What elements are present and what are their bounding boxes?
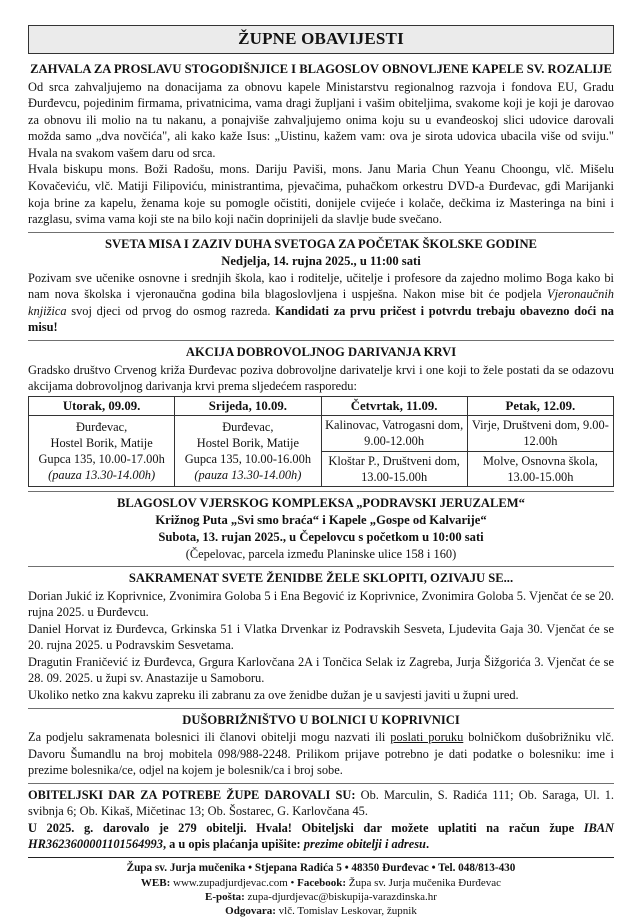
dar-donors-list: Ob. Marculin, S. Radića 111; Ob. Saraga, Ul. 1. svibnja 6; Ob. Kikaš, Mičetinac 13; Ob. Šostarec, G. Karlovčana 45. bbox=[28, 787, 614, 819]
misa-text-bold: Kandidati za prvu pričest i potvrdu trebaju obavezno doći na misu! bbox=[28, 303, 614, 335]
bolnica-paragraph bbox=[28, 729, 614, 779]
dar-payment-text-2: , a u opis plaćanja upišite: bbox=[162, 837, 304, 852]
misa-paragraph bbox=[28, 270, 614, 336]
section-heading-zahvala: ZAHVALA ZA PROSLAVU STOGODIŠNJICE I BLAGOSLOV OBNOVLJENE KAPELE SV. ROZALIJE bbox=[30, 62, 612, 77]
zahvala-paragraph-2: Hvala biskupu mons. Boži Radošu, mons. Dariju Paviši, mons. Janu Maria Chun Yeanu Choongu, vlč. Mišelu Kovačeviću, vlč. Matiji Filipoviću, ministrantima, pjevačima, puhačkom orkestru DVD-a Đurđevac, gđi Marijanki koja brine za kapelu, ženama koje su pomogle očistiti, donijele cvijeće i kolače, dečkima iz Masteringa na bini i razglasu, svima vama koji ste na bilo koji način doprinijeli da slavlje bude svečano. bbox=[28, 162, 614, 227]
table-cell-utorak bbox=[29, 416, 175, 487]
section-divider bbox=[28, 708, 614, 709]
facebook-label: Facebook: bbox=[297, 876, 346, 889]
cell-line-pause: (pauza 13.30-14.00h) bbox=[48, 468, 156, 483]
table-header-row bbox=[29, 396, 614, 416]
table-cell-srijeda bbox=[175, 416, 321, 487]
krv-intro-paragraph: Gradsko društvo Crvenog križa Đurđevac poziva dobrovoljne darivatelje krvi i one koji to žele postati da se odazovu akcijama dobrovoljnog darivanja krvi prema sljedećem rasporedu: bbox=[28, 362, 614, 394]
table-header-petak: Petak, 12.09. bbox=[467, 396, 613, 416]
section-obiteljski-dar bbox=[28, 787, 614, 853]
table-row bbox=[29, 416, 614, 451]
blagoslov-subheading: Križnog Puta „Svi smo braća“ i Kapele „Gospe od Kalvarije“ bbox=[155, 513, 487, 528]
zenidbe-couple-2: Daniel Horvat iz Đurđevca, Grkinska 51 i Vlatka Drvenkar iz Podravskih Sesveta, Ljudevita Gaja 30. Vjenčat će se 20. rujna 2025. u Podravskim Sesvetama. bbox=[28, 621, 614, 653]
section-bolnica bbox=[28, 712, 614, 779]
bolnica-text-before: Za podjelu sakramenata bolesnici ili članovi obitelji mogu nazvati ili bbox=[28, 730, 391, 745]
section-sveta-misa bbox=[28, 236, 614, 336]
misa-text-italic: Vjeronaučnih knjižica bbox=[28, 287, 614, 318]
section-divider bbox=[28, 232, 614, 233]
section-zenidbe bbox=[28, 570, 614, 703]
footer-divider bbox=[28, 857, 614, 858]
table-cell-cetvrtak-prijepodne: Kalinovac, Vatrogasni dom, 9.00-12.00h bbox=[321, 416, 467, 451]
dar-donors-paragraph bbox=[28, 787, 614, 820]
cell-line: Gupca 135, 10.00-16.00h bbox=[184, 452, 312, 467]
zenidbe-couple-3: Dragutin Franičević iz Đurđevca, Grgura Karlovčana 2A i Tončica Selak iz Zagreba, Jurja Šižgorića 3. Vjenčat će se 28. 09. 2025. u župi sv. Anastazije u Samoboru. bbox=[28, 654, 614, 686]
footer-email-line bbox=[28, 890, 614, 904]
cell-line: Đurđevac, bbox=[75, 419, 128, 434]
table-cell-petak-prijepodne: Virje, Društveni dom, 9.00-12.00h bbox=[467, 416, 613, 451]
section-divider bbox=[28, 491, 614, 492]
section-zahvala bbox=[28, 61, 614, 228]
web-label: WEB: bbox=[140, 876, 171, 889]
dar-payment-text-3: . bbox=[425, 837, 430, 852]
bolnica-text-underlined: poslati poruku bbox=[390, 730, 464, 745]
table-header-cetvrtak: Četvrtak, 11.09. bbox=[321, 396, 467, 416]
section-heading-bolnica: DUŠOBRIŽNIŠTVO U BOLNICI U KOPRIVNICI bbox=[182, 712, 460, 727]
dar-iban: IBAN HR3623600001101564993 bbox=[28, 820, 614, 852]
facebook-name: Župa sv. Jurja mučenika Đurđevac bbox=[346, 876, 502, 889]
blood-donation-schedule-table bbox=[28, 396, 614, 487]
zenidbe-note: Ukoliko netko zna kakvu zapreku ili zabranu za ove ženidbe dužan je u savjesti javiti u župni ured. bbox=[28, 687, 519, 702]
dar-payment-text-1: U 2025. g. darovalo je 279 obitelji. Hvala! Obiteljski dar možete uplatiti na račun župe bbox=[28, 820, 584, 835]
section-heading-zenidbe: SAKRAMENAT SVETE ŽENIDBE ŽELE SKLOPITI, OZIVAJU SE... bbox=[128, 571, 514, 586]
misa-date-subheading: Nedjelja, 14. rujna 2025., u 11:00 sati bbox=[221, 254, 421, 269]
section-heading-blagoslov: BLAGOSLOV VJERSKOG KOMPLEKSA „PODRAVSKI JERUZALEM“ bbox=[117, 495, 525, 510]
section-divider bbox=[28, 783, 614, 784]
section-heading-sveta-misa: SVETA MISA I ZAZIV DUHA SVETOGA ZA POČETAK ŠKOLSKE GODINE bbox=[105, 236, 537, 251]
cell-line-pause: (pauza 13.30-14.00h) bbox=[194, 468, 302, 483]
cell-line: Đurđevac, bbox=[222, 419, 274, 434]
parish-footer bbox=[28, 861, 614, 918]
table-header-srijeda: Srijeda, 10.09. bbox=[175, 396, 321, 416]
footer-address-line: Župa sv. Jurja mučenika • Stjepana Radića 5 • 48350 Đurđevac • Tel. 048/813-430 bbox=[126, 861, 516, 874]
zenidbe-couple-1: Dorian Jukić iz Koprivnice, Zvonimira Goloba 5 i Ena Begović iz Koprivnice, Zvonimira Goloba 5. Vjenčat će se 20. rujna 2025. u Đurđevcu. bbox=[28, 588, 614, 620]
cell-line: Gupca 135, 10.00-17.00h bbox=[38, 452, 165, 467]
web-url: www.zupadjurdjevac.com • bbox=[170, 876, 298, 889]
responsible-name: vlč. Tomislav Leskovar, župnik bbox=[275, 905, 417, 918]
responsible-label: Odgovara: bbox=[225, 905, 276, 918]
section-divider bbox=[28, 566, 614, 567]
cell-line: Hostel Borik, Matije bbox=[196, 435, 299, 450]
footer-web-line bbox=[28, 876, 614, 890]
misa-text-mid: svoj djeci od prvog do osmog razreda. bbox=[66, 303, 276, 318]
section-blagoslov bbox=[28, 495, 614, 562]
misa-text-before: Pozivam sve učenike osnovne i srednjih škola, kao i roditelje, učitelje i profesore da zajedno molimo Boga kako bi nam nova školska i vjeronaučna godina bila blagoslovljena i uspješna. Nakon mise bit će podjela bbox=[28, 270, 614, 302]
table-header-utorak: Utorak, 09.09. bbox=[29, 396, 175, 416]
cell-line: Hostel Borik, Matije bbox=[50, 435, 153, 450]
blagoslov-location: (Čepelovac, parcela između Planinske ulice 158 i 160) bbox=[185, 546, 457, 561]
table-cell-petak-poslijepodne: Molve, Osnovna škola, 13.00-15.00h bbox=[467, 451, 613, 486]
bolnica-text-after: bolničkom dušobrižniku vlč. Davoru Šumandlu na broj mobitela 098/988-2248. Prilikom prijave potrebno je dati podatke o bolesniku: ime i prezime bolesnika/ce, odjel na kojem je bolesnik/ca i broj sobe. bbox=[28, 730, 614, 778]
section-heading-krv: AKCIJA DOBROVOLJNOG DARIVANJA KRVI bbox=[185, 345, 457, 360]
page-title bbox=[28, 25, 614, 54]
table-cell-cetvrtak-poslijepodne: Kloštar P., Društveni dom, 13.00-15.00h bbox=[321, 451, 467, 486]
email-address: zupa-djurdjevac@biskupija-varazdinska.hr bbox=[244, 890, 437, 903]
blagoslov-date: Subota, 13. rujan 2025., u Čepelovcu s početkom u 10:00 sati bbox=[158, 530, 484, 545]
section-divider bbox=[28, 340, 614, 341]
email-label: E-pošta: bbox=[205, 890, 245, 903]
page-title-text: ŽUPNE OBAVIJESTI bbox=[238, 29, 404, 48]
section-darivanje-krvi bbox=[28, 344, 614, 487]
dar-label: OBITELJSKI DAR ZA POTREBE ŽUPE DAROVALI SU: bbox=[28, 787, 356, 802]
zahvala-paragraph-1: Od srca zahvaljujemo na donacijama za obnovu kapele Ministarstvu regionalnog razvoja i fondova EU, Gradu Đurđevcu, pojedinim firmama, privatnicima, vama dragi župljani i vašim obiteljima, svakome koji je koji je darovao za obnovu ili molio na tu nakanu, a ponajviše zahvaljujemo onima koju su u evanđeoskoj slici udovice darovali možda samo „dva novčića", ali kako kaže Isus: „Uistinu, kažem vam: ova je sirota udovica ubacila više od sviju." Hvala na svakom vašem daru od srca. bbox=[28, 79, 614, 160]
dar-payment-description: prezime obitelji i adresu bbox=[303, 837, 426, 852]
dar-payment-paragraph bbox=[28, 820, 614, 853]
